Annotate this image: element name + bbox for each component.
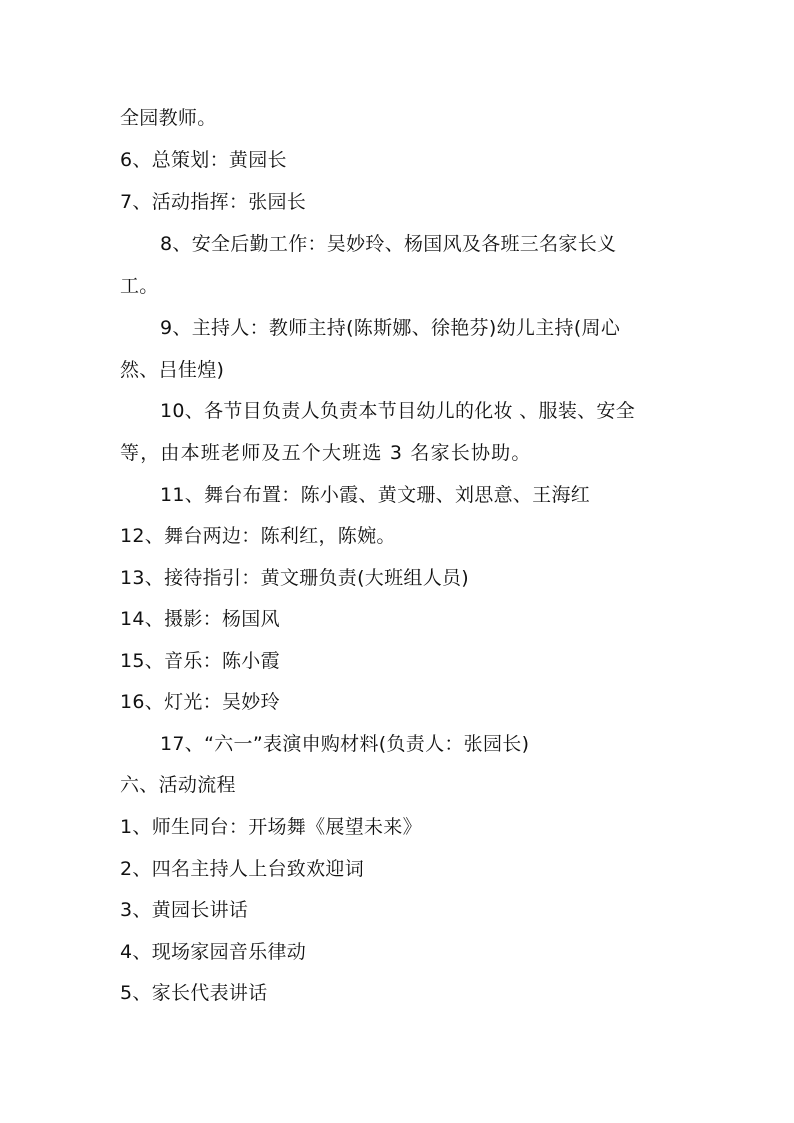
text-line: 然、吕佳煌) xyxy=(120,359,225,381)
text-line: 3、黄园长讲话 xyxy=(120,899,249,921)
text-line: 12、舞台两边：陈利红，陈婉。 xyxy=(120,525,396,547)
text-line: 2、四名主持人上台致欢迎词 xyxy=(120,858,364,880)
text-line: 4、现场家园音乐律动 xyxy=(120,941,307,963)
text-line: 16、灯光：吴妙玲 xyxy=(120,691,280,713)
text-line: 9、主持人：教师主持(陈斯娜、徐艳芬)幼儿主持(周心 xyxy=(160,317,621,339)
text-line: 8、安全后勤工作：吴妙玲、杨国风及各班三名家长义 xyxy=(160,233,617,255)
section-heading: 六、活动流程 xyxy=(120,774,236,796)
text-line: 工。 xyxy=(120,275,159,297)
text-line: 1、师生同台：开场舞《展望未来》 xyxy=(120,816,422,838)
text-line: 17、“六一”表演申购材料(负责人：张园长) xyxy=(160,733,530,755)
text-line: 5、家长代表讲话 xyxy=(120,982,268,1004)
text-line: 7、活动指挥：张园长 xyxy=(120,191,307,213)
text-line: 6、总策划：黄园长 xyxy=(120,149,287,171)
text-line: 11、舞台布置：陈小霞、黄文珊、刘思意、王海红 xyxy=(160,484,591,506)
text-line: 10、各节目负责人负责本节目幼儿的化妆 、服装、安全 xyxy=(160,400,636,422)
text-line: 14、摄影：杨国风 xyxy=(120,608,280,630)
text-line: 15、音乐：陈小霞 xyxy=(120,650,280,672)
text-line: 等，由本班老师及五个大班选 3 名家长协助。 xyxy=(120,442,532,464)
text-line: 13、接待指引：黄文珊负责(大班组人员) xyxy=(120,567,470,589)
text-line: 全园教师。 xyxy=(120,107,217,129)
